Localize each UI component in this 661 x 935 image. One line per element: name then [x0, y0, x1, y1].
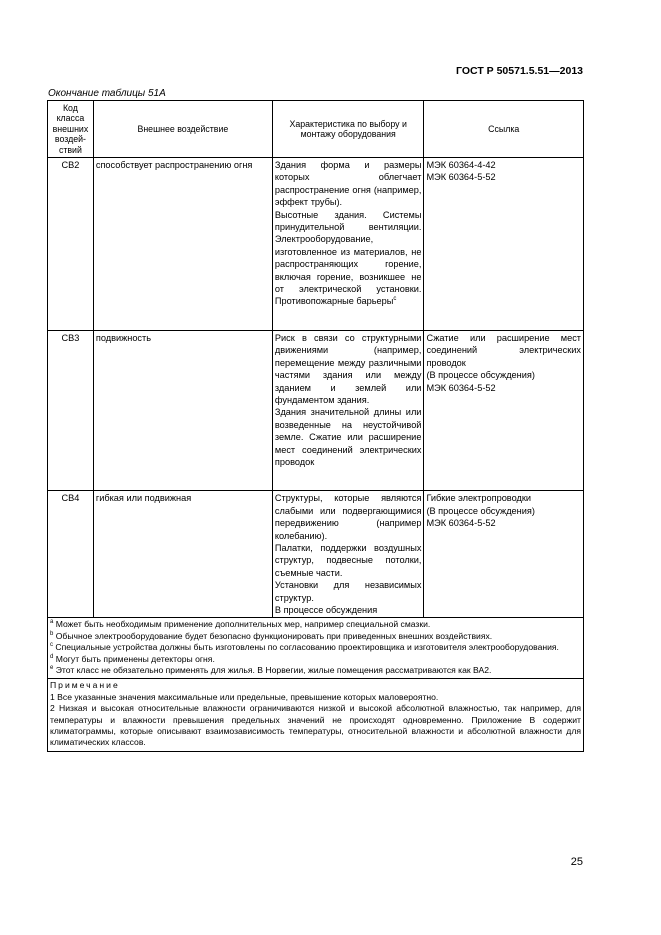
row-code: СВ3: [48, 330, 94, 490]
row-impact: гибкая или подвижная: [93, 491, 272, 618]
footnote-text: Этот класс не обязательно применять для жилья. В Норвегии, жилые помещения рассматриваются как ВА2.: [55, 665, 492, 676]
footnote-text: Могут быть применены детекторы огня.: [55, 653, 215, 664]
note-title: Примечание: [50, 680, 120, 691]
footnote: [50, 642, 581, 653]
footnote-text: Специальные устройства должны быть изготовлены по согласованию проектировщика и изготовителя электрооборудования.: [55, 642, 559, 653]
reference-line: МЭК 60364-4-42: [426, 160, 496, 170]
footnote-mark: e: [50, 665, 54, 672]
characteristic-paragraph: Здания значительной длины или возведенные на неустойчивой земле. Сжатие или расширение мест соединений электрических проводок: [274, 407, 422, 467]
table-header-row: [48, 101, 584, 158]
footnote: [50, 665, 581, 676]
col-header-reference: Ссылка: [424, 101, 584, 158]
col-header-code: Код класса внешних воздей-ствий: [48, 101, 94, 158]
table-caption: Окончание таблицы 51А: [48, 88, 166, 99]
reference-line: МЭК 60364-5-52: [426, 382, 496, 393]
reference-line: МЭК 60364-5-52: [426, 518, 496, 529]
characteristic-paragraph: Риск в связи со структурными движениями (например, перемещение между различными частями здания или между зданием и землей или фундаментом здания.: [274, 332, 422, 405]
row-characteristic: [272, 330, 424, 490]
characteristic-paragraph: Здания форма и размеры которых облегчает распространение огня (например, эффект трубы).: [274, 160, 422, 208]
row-code: СВ4: [48, 491, 94, 618]
note-item: 2 Низкая и высокая относительные влажности ограничиваются низкой и высокой абсолютной влажностью, так например, для температуры и влажности превышения предельных значений не происходят одновременно. Приложение В содержит климатограммы, которые описывают взаимозависимость температуры, относительной влажности и абсолютной влажности для климатических классов.: [50, 703, 581, 748]
notes: [48, 679, 584, 751]
footnote-text: Может быть необходимым применение дополнительных мер, например специальной смазки.: [55, 619, 431, 630]
row-code: СВ2: [48, 158, 94, 331]
row-impact: подвижность: [93, 330, 272, 490]
reference-line: Гибкие электропроводки: [426, 493, 532, 504]
footnotes-row: [48, 618, 584, 679]
table-row: [48, 330, 584, 490]
footnote-text: Обычное электрооборудование будет безопасно функционировать при приведенных внешних воздействиях.: [55, 630, 493, 641]
notes-row: [48, 679, 584, 751]
row-reference: [424, 158, 584, 331]
row-reference: [424, 330, 584, 490]
row-reference: [424, 491, 584, 618]
table-row: [48, 158, 584, 331]
footnote-mark: d: [50, 653, 54, 660]
standard-header: ГОСТ Р 50571.5.51—2013: [456, 65, 583, 77]
characteristic-paragraph: [275, 209, 422, 308]
row-characteristic: [272, 491, 424, 618]
characteristic-paragraph: Структуры, которые являются слабыми или подвергающимися передвижению (например колебанию).: [274, 493, 422, 541]
reference-line: МЭК 60364-5-52: [426, 172, 496, 183]
characteristic-paragraph: В процессе обсуждения: [274, 605, 378, 615]
page-number: 25: [570, 856, 583, 868]
row-impact: способствует распространению огня: [93, 158, 272, 331]
footnotes: [48, 618, 584, 679]
col-header-characteristic: Характеристика по выбору и монтажу оборудования: [272, 101, 424, 158]
footnote-ref: c: [393, 296, 397, 303]
footnote: [50, 631, 581, 642]
reference-line: (В процессе обсуждения): [426, 505, 535, 516]
characteristic-text: Высотные здания. Системы принудительной вентиляции. Электрооборудование, изготовленное из материалов, не распространяющих горение, включая горение, возникшее не от электрической установки. Противопожарные барьеры: [274, 209, 422, 307]
characteristic-paragraph: Установки для независимых структур.: [274, 580, 422, 603]
footnote: [50, 654, 581, 665]
climate-table: [47, 100, 584, 752]
table-row: [48, 491, 584, 618]
reference-line: (В процессе обсуждения): [426, 370, 535, 381]
reference-line: Сжатие или расширение мест соединений электрических проводок: [426, 332, 581, 368]
note-item: 1 Все указанные значения максимальные или предельные, превышение которых маловероятно.: [50, 691, 439, 702]
footnote-mark: a: [50, 619, 54, 626]
row-characteristic: [272, 158, 424, 331]
footnote: [50, 619, 581, 630]
footnote-mark: c: [50, 642, 53, 649]
col-header-impact: Внешнее воздействие: [93, 101, 272, 158]
characteristic-paragraph: Палатки, поддержки воздушных структур, подвесные потолки, съемные части.: [274, 542, 422, 578]
footnote-mark: b: [50, 630, 54, 637]
